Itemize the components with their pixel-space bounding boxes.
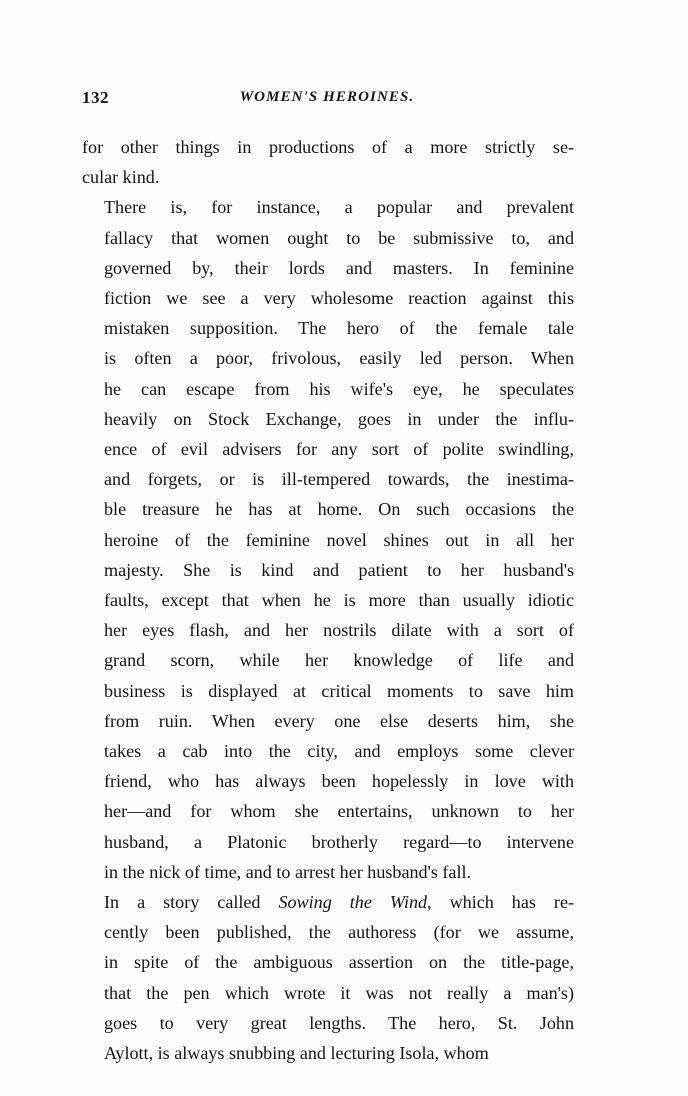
paragraph-1 (82, 132, 574, 192)
text-line: that the pen which wrote it was not really a man's) (104, 982, 574, 1003)
text-line: in the nick of time, and to arrest her husband's fall. (104, 861, 472, 882)
text-line: friend, who has always been hopelessly in love with (104, 771, 574, 792)
text-line: heavily on Stock Exchange, goes in under the influ- (104, 408, 574, 429)
paragraph-3 (82, 887, 574, 1068)
text-line: majesty. She is kind and patient to her husband's (104, 559, 574, 580)
text-line: is often a poor, frivolous, easily led person. When (104, 348, 574, 369)
text-line: fallacy that women ought to be submissive to, and (104, 227, 574, 248)
text-line: he can escape from his wife's eye, he speculates (104, 378, 574, 399)
page-header (82, 88, 572, 110)
text-line: Aylott, is always snubbing and lecturing Isola, whom (104, 1043, 489, 1064)
text-line: fiction we see a very wholesome reaction against this (104, 288, 574, 309)
text-line: ence of evil advisers for any sort of polite swindling, (104, 439, 574, 460)
text-line: from ruin. When every one else deserts him, she (104, 710, 574, 731)
text-line: for other things in productions of a more strictly se- (82, 137, 574, 157)
text-line: There is, for instance, a popular and prevalent (104, 197, 574, 218)
text-line: goes to very great lengths. The hero, St. John (104, 1012, 574, 1033)
text-line: business is displayed at critical moments to save him (104, 680, 574, 701)
text-line: in spite of the ambiguous assertion on the title-page, (104, 952, 574, 973)
text-line: grand scorn, while her knowledge of life and (104, 650, 574, 671)
page-body (82, 132, 574, 1068)
text-line: ble treasure he has at home. On such occasions the (104, 499, 574, 520)
text-line: cently been published, the authoress (for we assume, (104, 922, 574, 943)
book-title: Sowing the Wind (278, 892, 428, 913)
text-line: heroine of the feminine novel shines out in all her (104, 529, 574, 550)
text-line: takes a cab into the city, and employs some clever (104, 741, 574, 762)
text-line: mistaken supposition. The hero of the female tale (104, 318, 574, 339)
paragraph-2 (82, 192, 574, 887)
page-number: 132 (82, 88, 109, 107)
text-line: her—and for whom she entertains, unknown to her (104, 801, 574, 822)
text-line: governed by, their lords and masters. In feminine (104, 257, 574, 278)
text-line-with-title: In a story called Sowing the Wind, which has re- (104, 892, 574, 913)
text-line: faults, except that when he is more than usually idiotic (104, 590, 574, 611)
text-line: and forgets, or is ill-tempered towards, the inestima- (104, 469, 574, 490)
text-line: husband, a Platonic brotherly regard—to intervene (104, 831, 574, 852)
text-line: her eyes flash, and her nostrils dilate with a sort of (104, 620, 574, 641)
running-head: WOMEN'S HEROINES. (239, 89, 415, 105)
text-line: cular kind. (82, 167, 160, 188)
